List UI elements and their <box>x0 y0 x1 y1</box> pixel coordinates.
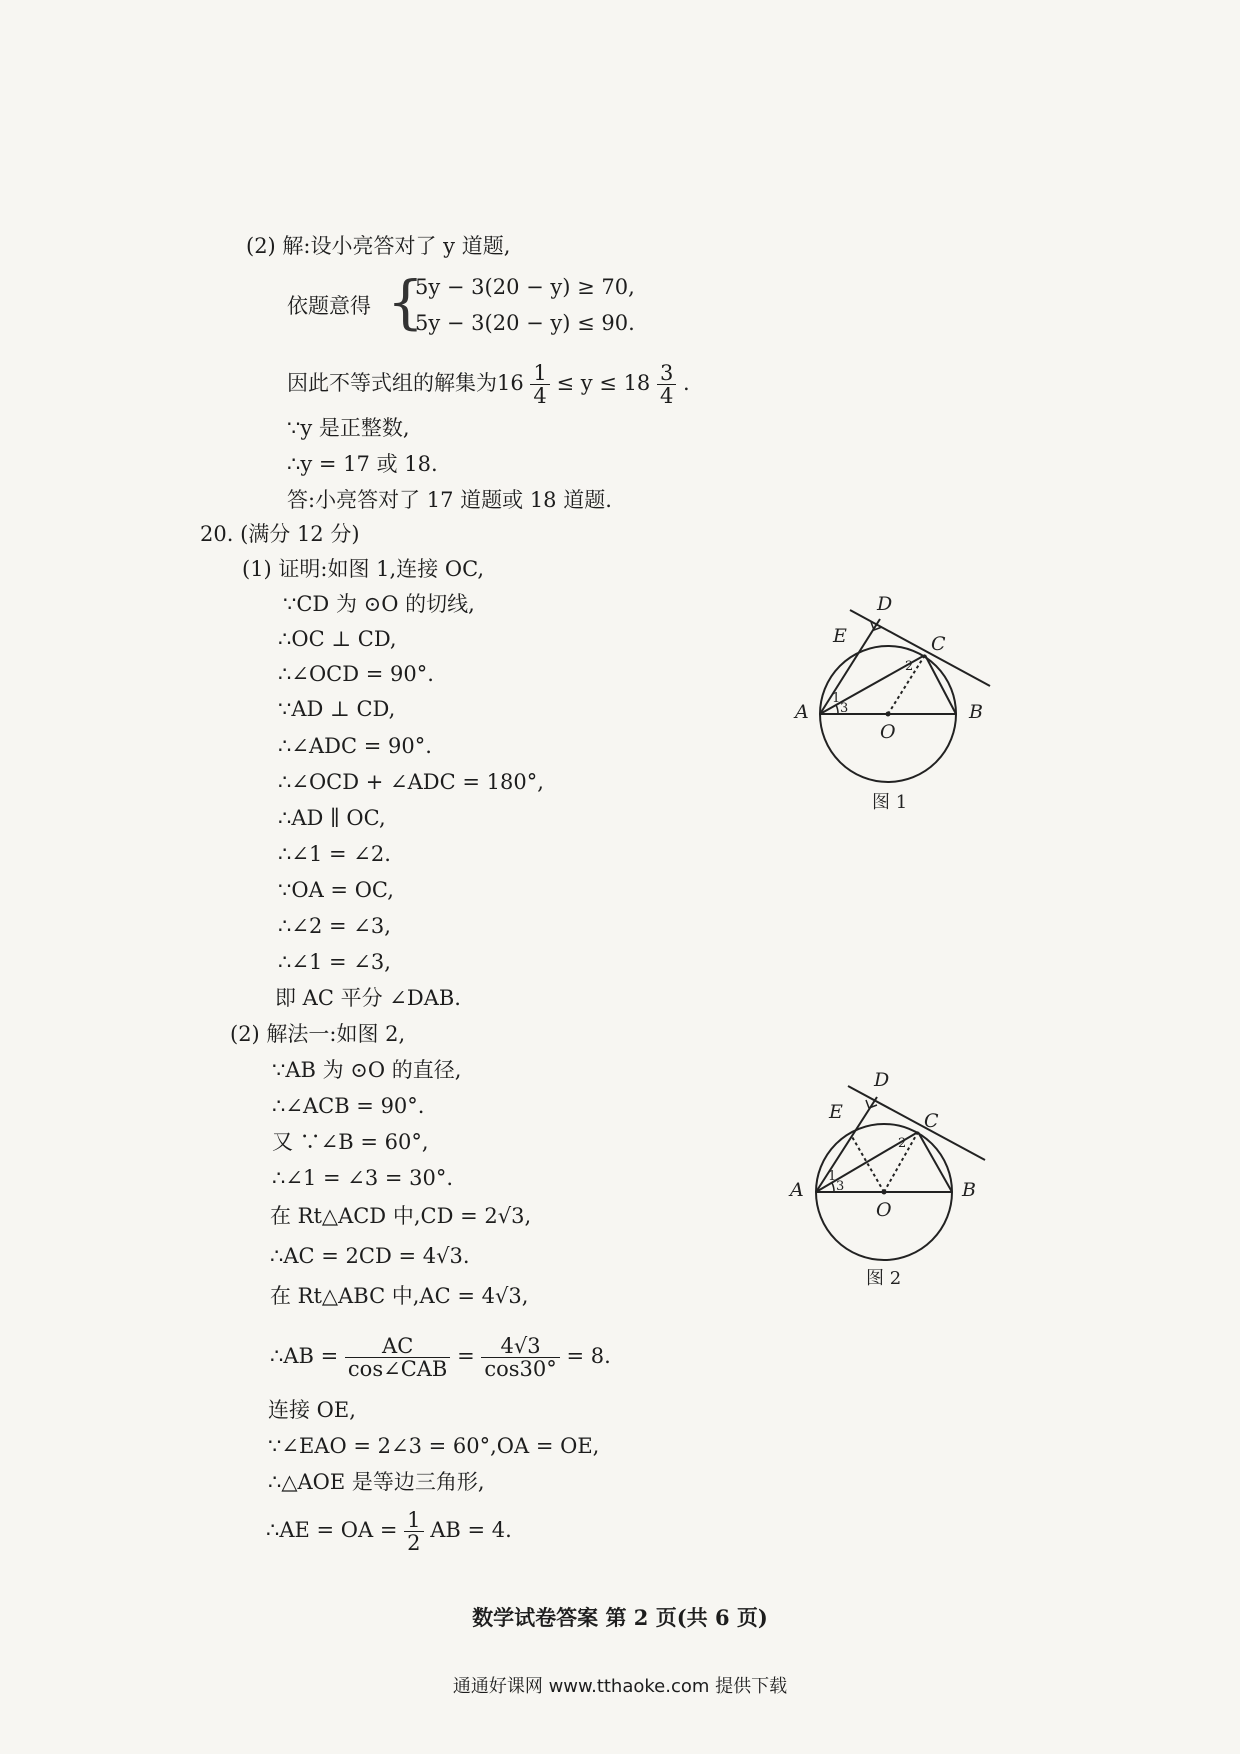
proof-line: 连接 OE, <box>268 1398 356 1422</box>
proof-line: ∵AB 为 ⊙O 的直径, <box>272 1058 462 1082</box>
fraction-1-2: $\frac{1}{2}$ <box>404 1509 423 1554</box>
label-angle-3: 3 <box>836 1179 845 1194</box>
center-point <box>886 712 891 717</box>
angle-arc <box>836 705 838 714</box>
proof-line: ∴∠ACB = 90°. <box>272 1094 425 1118</box>
proof-line: ∴∠1 = ∠3 = 30°. <box>272 1166 454 1190</box>
brace-glyph: { <box>387 268 424 336</box>
segment-ad <box>820 619 880 714</box>
proof-line: 在 Rt△ACD 中,CD = 2√3, <box>270 1204 532 1228</box>
fraction-3-4: $\frac{3}{4}$ <box>657 362 676 407</box>
figure-2 <box>780 1065 1010 1295</box>
proof-line: 在 Rt△ABC 中,AC = 4√3, <box>270 1284 529 1308</box>
figure-2-caption: 图 2 <box>866 1268 902 1289</box>
proof-line: 又 ∵∠B = 60°, <box>272 1130 429 1154</box>
segment-ad <box>816 1097 877 1192</box>
proof-line: (2) 解法一:如图 2, <box>230 1022 406 1046</box>
label-c: C <box>931 633 946 655</box>
fraction-ac-cos: $\frac{AC}{\text{cos∠CAB}}$ <box>345 1335 450 1380</box>
solution-set-mid: ≤ y ≤ 18 <box>556 371 651 395</box>
proof-line: ∴∠1 = ∠3, <box>278 950 391 974</box>
label-angle-1: 1 <box>832 691 841 706</box>
label-o: O <box>876 1199 892 1221</box>
ab-lhs: ∴AB = <box>270 1344 339 1368</box>
label-angle-1: 1 <box>828 1169 837 1184</box>
label-b: B <box>962 1179 976 1201</box>
center-point <box>882 1190 887 1195</box>
proof-line: ∵y 是正整数, <box>287 416 410 440</box>
figure-1 <box>785 590 1015 820</box>
label-a: A <box>795 701 809 723</box>
proof-line: ∴△AOE 是等边三角形, <box>268 1470 485 1494</box>
fraction-4root3-cos30: $\frac{4√3}{\cos 30^\circ}$ <box>481 1335 559 1380</box>
proof-line: ∴AD ∥ OC, <box>278 806 386 830</box>
proof-line: ∴AC = 2CD = 4√3. <box>270 1244 470 1268</box>
download-watermark: 通通好课网 www.tthaoke.com 提供下载 <box>452 1676 788 1697</box>
proof-line: ∴y = 17 或 18. <box>287 452 438 476</box>
label-d: D <box>874 1069 890 1091</box>
proof-line: ∴∠OCD = 90°. <box>278 662 434 686</box>
system-label: 依题意得 <box>287 294 371 318</box>
proof-line: ∵OA = OC, <box>278 878 394 902</box>
proof-line: ∴OC ⊥ CD, <box>278 627 397 651</box>
inequality-1: 5y − 3(20 − y) ≥ 70, <box>415 275 635 299</box>
angle-arc <box>832 1183 834 1192</box>
solution-setup: (2) 解:设小亮答对了 y 道题, <box>246 234 511 258</box>
ab-calculation <box>270 1328 611 1384</box>
proof-line: 即 AC 平分 ∠DAB. <box>275 986 461 1010</box>
proof-line: ∵∠EAO = 2∠3 = 60°,OA = OE, <box>268 1434 600 1458</box>
proof-line: (1) 证明:如图 1,连接 OC, <box>242 557 485 581</box>
proof-line: ∴∠ADC = 90°. <box>278 734 432 758</box>
tangent-line <box>848 1086 985 1160</box>
answer-line: 答:小亮答对了 17 道题或 18 道题. <box>287 488 612 512</box>
segment-cb <box>925 655 956 714</box>
label-angle-3: 3 <box>840 701 849 716</box>
ae-result: AB = 4. <box>430 1518 512 1542</box>
proof-line: ∴∠2 = ∠3, <box>278 914 391 938</box>
label-e: E <box>833 625 847 647</box>
equals-sign: = <box>457 1344 475 1368</box>
inequality-system <box>287 268 635 342</box>
segment-cb <box>918 1132 952 1192</box>
proof-line: ∴∠OCD + ∠ADC = 180°, <box>278 770 544 794</box>
ae-lhs: ∴AE = OA = <box>266 1518 398 1542</box>
label-b: B <box>969 701 983 723</box>
page-footer: 数学试卷答案 第 2 页(共 6 页) <box>472 1605 768 1630</box>
label-o: O <box>880 721 896 743</box>
fraction-1-4: $\frac{1}{4}$ <box>530 362 549 407</box>
label-c: C <box>924 1110 939 1132</box>
inequality-2: 5y − 3(20 − y) ≤ 90. <box>415 311 635 335</box>
label-e: E <box>829 1101 843 1123</box>
solution-set-line <box>287 358 690 408</box>
question-heading: 20. (满分 12 分) <box>200 522 360 546</box>
figure-1-caption: 图 1 <box>872 792 908 813</box>
ab-result: = 8. <box>566 1344 611 1368</box>
label-angle-2: 2 <box>905 659 914 674</box>
period: . <box>683 371 690 395</box>
label-angle-2: 2 <box>898 1136 907 1151</box>
proof-line: ∵AD ⊥ CD, <box>278 697 396 721</box>
proof-line: ∵CD 为 ⊙O 的切线, <box>283 592 475 616</box>
proof-line: ∴∠1 = ∠2. <box>278 842 391 866</box>
label-a: A <box>790 1179 804 1201</box>
solution-set-text: 因此不等式组的解集为16 <box>287 371 524 395</box>
label-d: D <box>877 593 893 615</box>
segment-oe <box>851 1135 884 1192</box>
ae-calculation <box>266 1505 512 1555</box>
